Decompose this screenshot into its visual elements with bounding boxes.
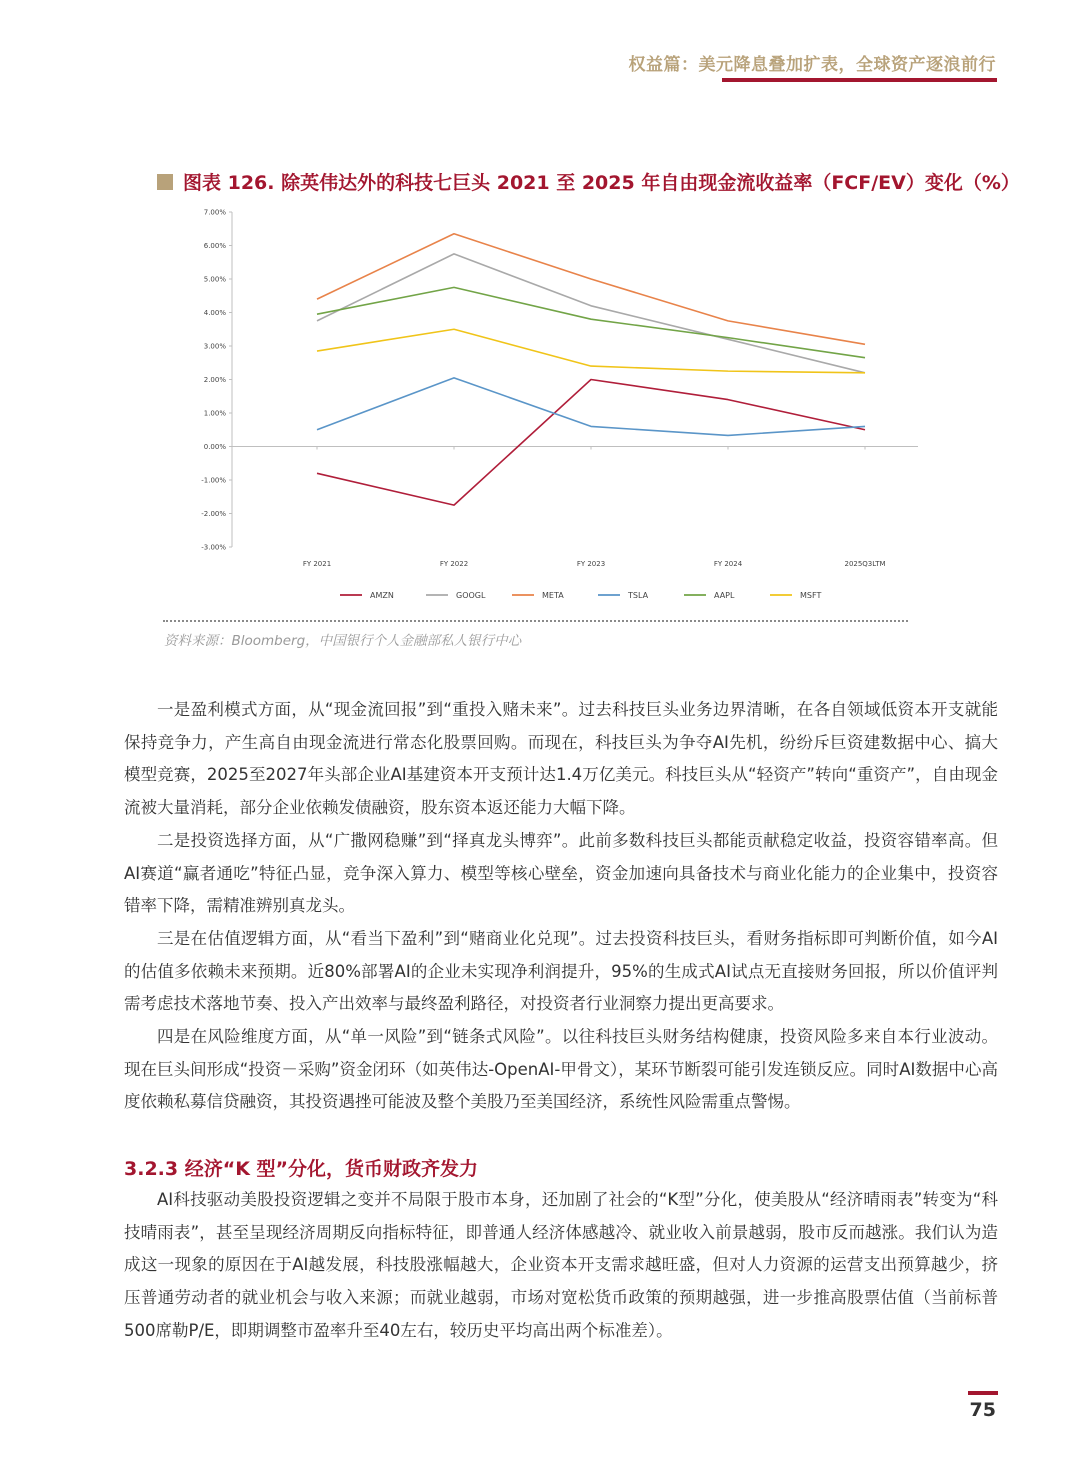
legend-label-tsla: TSLA [628, 591, 649, 600]
body-paragraph-2: 二是投资选择方面，从“广撒网稳赚”到“择真龙头博弈”。此前多数科技巨头都能贡献稳定收益，投资容错率高。但AI赛道“赢者通吃”特征凸显，竞争深入算力、模型等核心壁垒，资金加速向具备技术与商业化能力的企业集中，投资容错率下降，需精准辨别真龙头。 [124, 830, 998, 916]
body-paragraph-3: 三是在估值逻辑方面，从“看当下盈利”到“赌商业化兑现”。过去投资科技巨头，看财务指标即可判断价值，如今AI的估值多依赖未来预期。近80%部署AI的企业未实现净利润提升，95%的生成式AI试点无直接财务回报，所以价值评判需考虑技术落地节奏、投入产出效率与最终盈利路径，对投资者行业洞察力提出更高要求。 [124, 928, 998, 1014]
legend-label-aapl: AAPL [714, 591, 735, 600]
body-paragraph-4: 四是在风险维度方面，从“单一风险”到“链条式风险”。以往科技巨头财务结构健康，投资风险多来自本行业波动。现在巨头间形成“投资－采购”资金闭环（如英伟达-OpenAI-甲骨文），某环节断裂可能引发连锁反应。同时AI数据中心高度依赖私募信贷融资，其投资遇挫可能波及整个美股乃至美国经济，系统性风险需重点警惕。 [124, 1027, 998, 1112]
running-header-title: 权益篇：美元降息叠加扩表，全球资产逐浪前行 [628, 55, 996, 75]
fcf-yield-line-chart [0, 200, 1080, 610]
x-tick-label: FY 2021 [302, 560, 332, 568]
y-tick-label: -2.00% [201, 510, 226, 518]
series-line-msft [317, 329, 865, 373]
x-tick-label: 2025Q3LTM [844, 560, 886, 568]
series-line-tsla [317, 378, 865, 436]
y-tick-label: 7.00% [203, 208, 226, 217]
source-note: 资料来源：Bloomberg，中国银行个人金融部私人银行中心 [164, 633, 522, 649]
x-tick-label: FY 2023 [576, 560, 606, 568]
series-line-googl [317, 254, 865, 373]
section-heading: 3.2.3 经济“K 型”分化，货币财政齐发力 [124, 1158, 479, 1180]
chart-title: 图表 126. 除英伟达外的科技七巨头 2021 至 2025 年自由现金流收益率（FCF/EV）变化（%） [183, 172, 1020, 194]
section-text-block [124, 1184, 998, 1348]
header-accent-bar [722, 78, 997, 82]
body-paragraph-1: 一是盈利模式方面，从“现金流回报”到“重投入赌未来”。过去科技巨头业务边界清晰，在各自领域低资本开支就能保持竞争力，产生高自由现金流进行常态化股票回购。而现在，科技巨头为争夺AI先机，纷纷斥巨资建数据中心、搞大模型竞赛，2025至2027年头部企业AI基建资本开支预计达1.4万亿美元。科技巨头从“轻资产”转向“重资产”，自由现金流被大量消耗，部分企业依赖发债融资，股东资本返还能力大幅下降。 [124, 700, 998, 818]
y-tick-label: 4.00% [203, 309, 226, 317]
legend-label-amzn: AMZN [370, 591, 394, 600]
y-tick-label: 3.00% [203, 342, 226, 351]
source-divider [163, 620, 908, 622]
legend-label-meta: META [542, 591, 564, 600]
y-tick-label: 2.00% [203, 376, 226, 384]
page-number: 75 [969, 1399, 996, 1421]
footer-accent-bar [968, 1391, 998, 1395]
y-tick-label: 1.00% [203, 409, 226, 418]
x-tick-label: FY 2022 [439, 560, 469, 568]
y-tick-label: 6.00% [203, 242, 226, 250]
y-tick-label: -3.00% [201, 543, 226, 552]
legend-label-googl: GOOGL [456, 591, 486, 600]
body-text-block [124, 694, 998, 1119]
series-line-aapl [317, 287, 865, 357]
title-square-marker [157, 174, 173, 190]
x-tick-label: FY 2024 [713, 560, 743, 568]
y-tick-label: -1.00% [201, 476, 226, 485]
section-paragraph-1: AI科技驱动美股投资逻辑之变并不局限于股市本身，还加剧了社会的“K型”分化，使美股从“经济晴雨表”转变为“科技晴雨表”，甚至呈现经济周期反向指标特征，即普通人经济体感越冷、就业收入前景越弱，股市反而越涨。我们认为造成这一现象的原因在于AI越发展，科技股涨幅越大，企业资本开支需求越旺盛，但对人力资源的运营支出预算越少，挤压普通劳动者的就业机会与收入来源；而就业越弱，市场对宽松货币政策的预期越强，进一步推高股票估值（当前标普500席勒P/E，即期调整市盈率升至40左右，较历史平均高出两个标准差）。 [124, 1190, 998, 1340]
y-tick-label: 5.00% [203, 275, 226, 284]
series-line-meta [317, 234, 865, 345]
legend-label-msft: MSFT [800, 591, 822, 600]
chart-title-row [157, 168, 1020, 195]
y-tick-label: 0.00% [203, 443, 226, 451]
